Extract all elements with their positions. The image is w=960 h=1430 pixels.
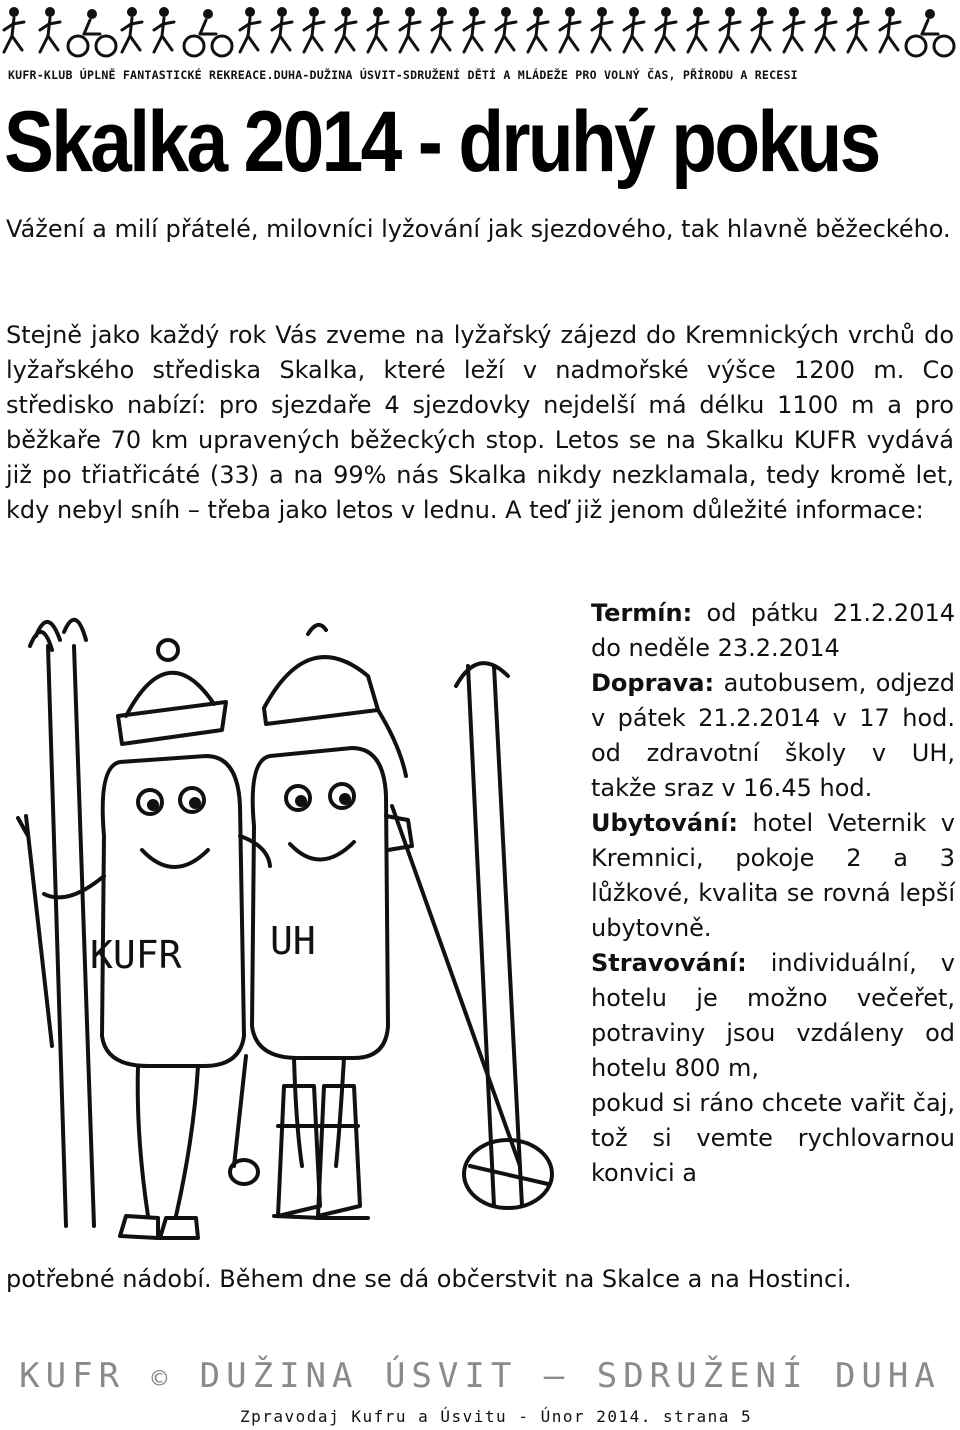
header-banner xyxy=(0,0,960,90)
footer-brand-left: KUFR xyxy=(19,1356,126,1396)
uh-drawn-label: UH xyxy=(270,919,316,963)
sports-figures-strip-icon xyxy=(0,0,960,66)
meals-label: Stravování: xyxy=(591,949,747,977)
accommodation-value: hotel Veternik v Kremnici, pokoje 2 a 3 lůžkové, kvalita se rovná lepší ubytovně. xyxy=(591,809,955,942)
info-transport xyxy=(591,666,955,806)
skis-characters-drawing-icon xyxy=(8,606,580,1270)
info-tea: pokud si ráno chcete vařit čaj, tož si vemte rychlovarnou konvici a xyxy=(591,1089,955,1187)
footer-brand-right: DUŽINA ÚSVIT – SDRUŽENÍ DUHA xyxy=(199,1356,941,1396)
body-paragraph: Stejně jako každý rok Vás zveme na lyžařský zájezd do Kremnických vrchů do lyžařského střediska Skalka, které leží v nadmořské výšce 1200 m. Co středisko nabízí: pro sjezdaře 4 sjezdovky nejdelší má délku 1100 m a pro běžkaře 70 km upravených běžeckých stop. Letos se na Skalku KUFR vydává již po třiatřicáté (33) a na 99% nás Skalka nikdy nezklamala, tedy kromě let, kdy nebyl sníh – třeba jako letos v lednu. A teď již jenom důležité informace: xyxy=(6,321,954,524)
footer-brand xyxy=(0,1356,960,1396)
banner-caption: KUFR-KLUB ÚPLNĚ FANTASTICKÉ REKREACE.DUHA-DUŽINA ÚSVIT-SDRUŽENÍ DĚTÍ A MLÁDEŽE PRO VOLNÝ ČAS, PŘÍRODU A RECESI xyxy=(8,68,798,82)
info-accommodation xyxy=(591,806,955,946)
article-title: Skalka 2014 - druhý pokus xyxy=(4,94,879,190)
copyright-icon: © xyxy=(151,1364,174,1394)
closing-line: potřebné nádobí. Během dne se dá občerstvit na Skalce a na Hostinci. xyxy=(6,1265,852,1293)
accommodation-label: Ubytování: xyxy=(591,809,739,837)
skiers-illustration xyxy=(8,606,580,1270)
info-column xyxy=(591,596,955,1191)
transport-value: autobusem, odjezd v pátek 21.2.2014 v 17 hod. od zdravotní školy v UH, takže sraz v 16.45 hod. xyxy=(591,669,955,802)
intro-paragraph: Vážení a milí přátelé, milovníci lyžování jak sjezdového, tak hlavně běžeckého. xyxy=(6,215,951,243)
transport-label: Doprava: xyxy=(591,669,715,697)
info-meals xyxy=(591,946,955,1086)
meals-value: individuální, v hotelu je možno večeřet, potraviny jsou vzdáleny od hotelu 800 m, xyxy=(591,949,955,1082)
footer-page-line: Zpravodaj Kufru a Úsvitu - Únor 2014. strana 5 xyxy=(240,1407,753,1426)
term-label: Termín: xyxy=(591,599,693,627)
term-value: od pátku 21.2.2014 do neděle 23.2.2014 xyxy=(591,599,955,662)
info-term xyxy=(591,596,955,666)
kufr-drawn-label: KUFR xyxy=(90,933,182,977)
